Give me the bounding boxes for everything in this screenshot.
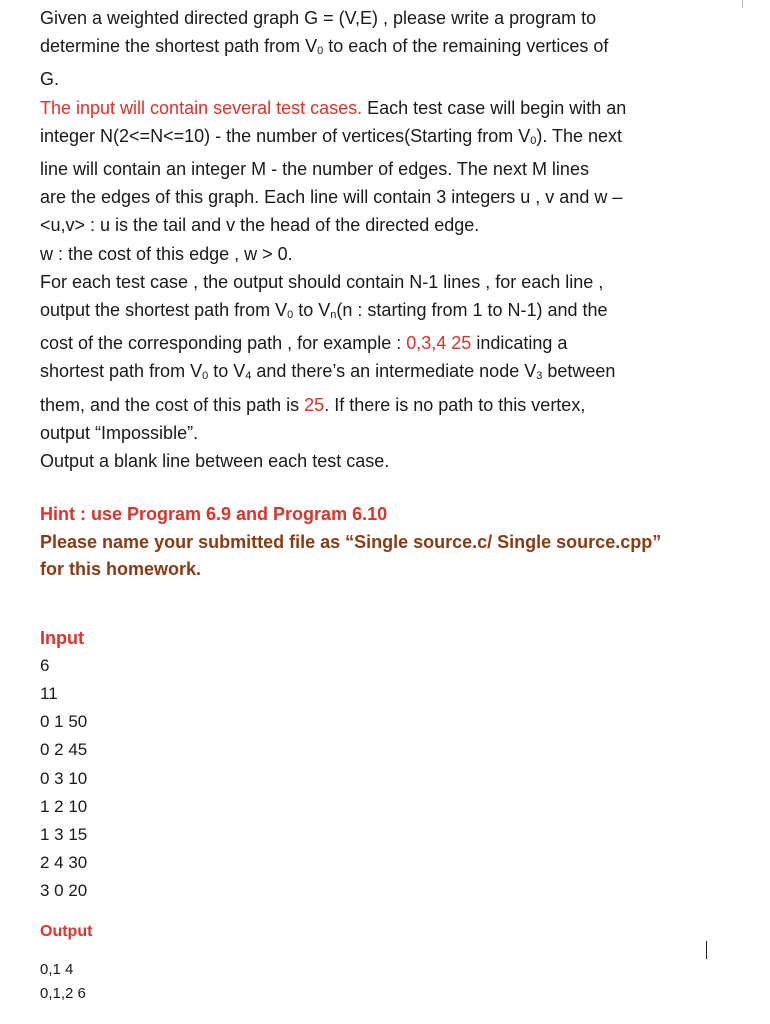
input-line: 0 3 10 bbox=[40, 768, 88, 788]
problem-statement bbox=[40, 4, 740, 475]
example-path: 0,3,4 bbox=[406, 333, 447, 354]
spec-line-13: shortest path from $V_0$ to $V_4$ and there’s an intermediate node $V_3$ between bbox=[40, 361, 616, 383]
input-lines bbox=[40, 652, 740, 906]
input-line: 6 bbox=[40, 655, 50, 675]
input-line: 1 3 15 bbox=[40, 824, 88, 844]
output-line: 0,1,2 6 bbox=[40, 984, 86, 1002]
input-heading: Input bbox=[40, 627, 84, 648]
filename-instruction: Please name your submitted file as “Single source.c/ Single source.cpp” bbox=[40, 531, 662, 552]
output-lines bbox=[40, 958, 740, 1006]
spec-line-8: <u,v> : u is the tail and v the head of the directed edge. bbox=[40, 215, 480, 236]
input-line: 2 4 30 bbox=[40, 853, 88, 873]
filename-instruction-cont: for this homework. bbox=[40, 559, 202, 580]
spec-line-12: cost of the corresponding path , for example : 0,3,4 25 indicating a bbox=[40, 333, 568, 354]
intro-line-2: determine the shortest path from $V_0$ to each of the remaining vertices of bbox=[40, 36, 609, 58]
example-cost: 25 bbox=[451, 333, 472, 354]
input-line: 0 2 45 bbox=[40, 740, 88, 760]
text-cursor bbox=[706, 941, 707, 959]
spec-line-15: output “Impossible”. bbox=[40, 422, 199, 443]
input-line: 1 2 10 bbox=[40, 796, 88, 816]
spec-line-14: them, and the cost of this path is 25. If there is no path to this vertex, bbox=[40, 394, 586, 415]
spec-line-5: integer N(2<=N<=10) - the number of vertices(Starting from $V_0$). The next bbox=[40, 125, 623, 147]
output-line: 0,1 4 bbox=[40, 960, 74, 978]
input-line: 11 bbox=[40, 683, 58, 703]
spec-line-11: output the shortest path from $V_0$ to $V_n(n$ : starting from 1 to N-1) and the bbox=[40, 300, 608, 322]
input-line: 0 1 50 bbox=[40, 712, 88, 732]
spec-line-16: Output a blank line between each test case. bbox=[40, 451, 390, 472]
top-edge-mark bbox=[742, 0, 743, 8]
example-cost-2: 25 bbox=[304, 394, 325, 415]
test-cases-highlight: The input will contain several test cases. bbox=[40, 97, 363, 118]
spec-line-9: w : the cost of this edge , w > 0. bbox=[40, 243, 293, 264]
input-line: 3 0 20 bbox=[40, 881, 88, 901]
spec-line-6: line will contain an integer M - the number of edges. The next M lines bbox=[40, 159, 589, 180]
output-heading: Output bbox=[40, 922, 93, 940]
intro-line-3: G. bbox=[40, 69, 60, 90]
spec-line-7: are the edges of this graph. Each line will contain 3 integers u , v and w – bbox=[40, 187, 623, 208]
problem-document bbox=[40, 4, 740, 1006]
intro-line-1: Given a weighted directed graph G = (V,E) , please write a program to bbox=[40, 8, 597, 28]
hint-section bbox=[40, 501, 740, 584]
spec-line-10: For each test case , the output should contain N-1 lines , for each line , bbox=[40, 271, 604, 292]
hint-line: Hint : use Program 6.9 and Program 6.10 bbox=[40, 504, 388, 525]
spec-line-4: The input will contain several test cases. Each test case will begin with an bbox=[40, 97, 627, 118]
